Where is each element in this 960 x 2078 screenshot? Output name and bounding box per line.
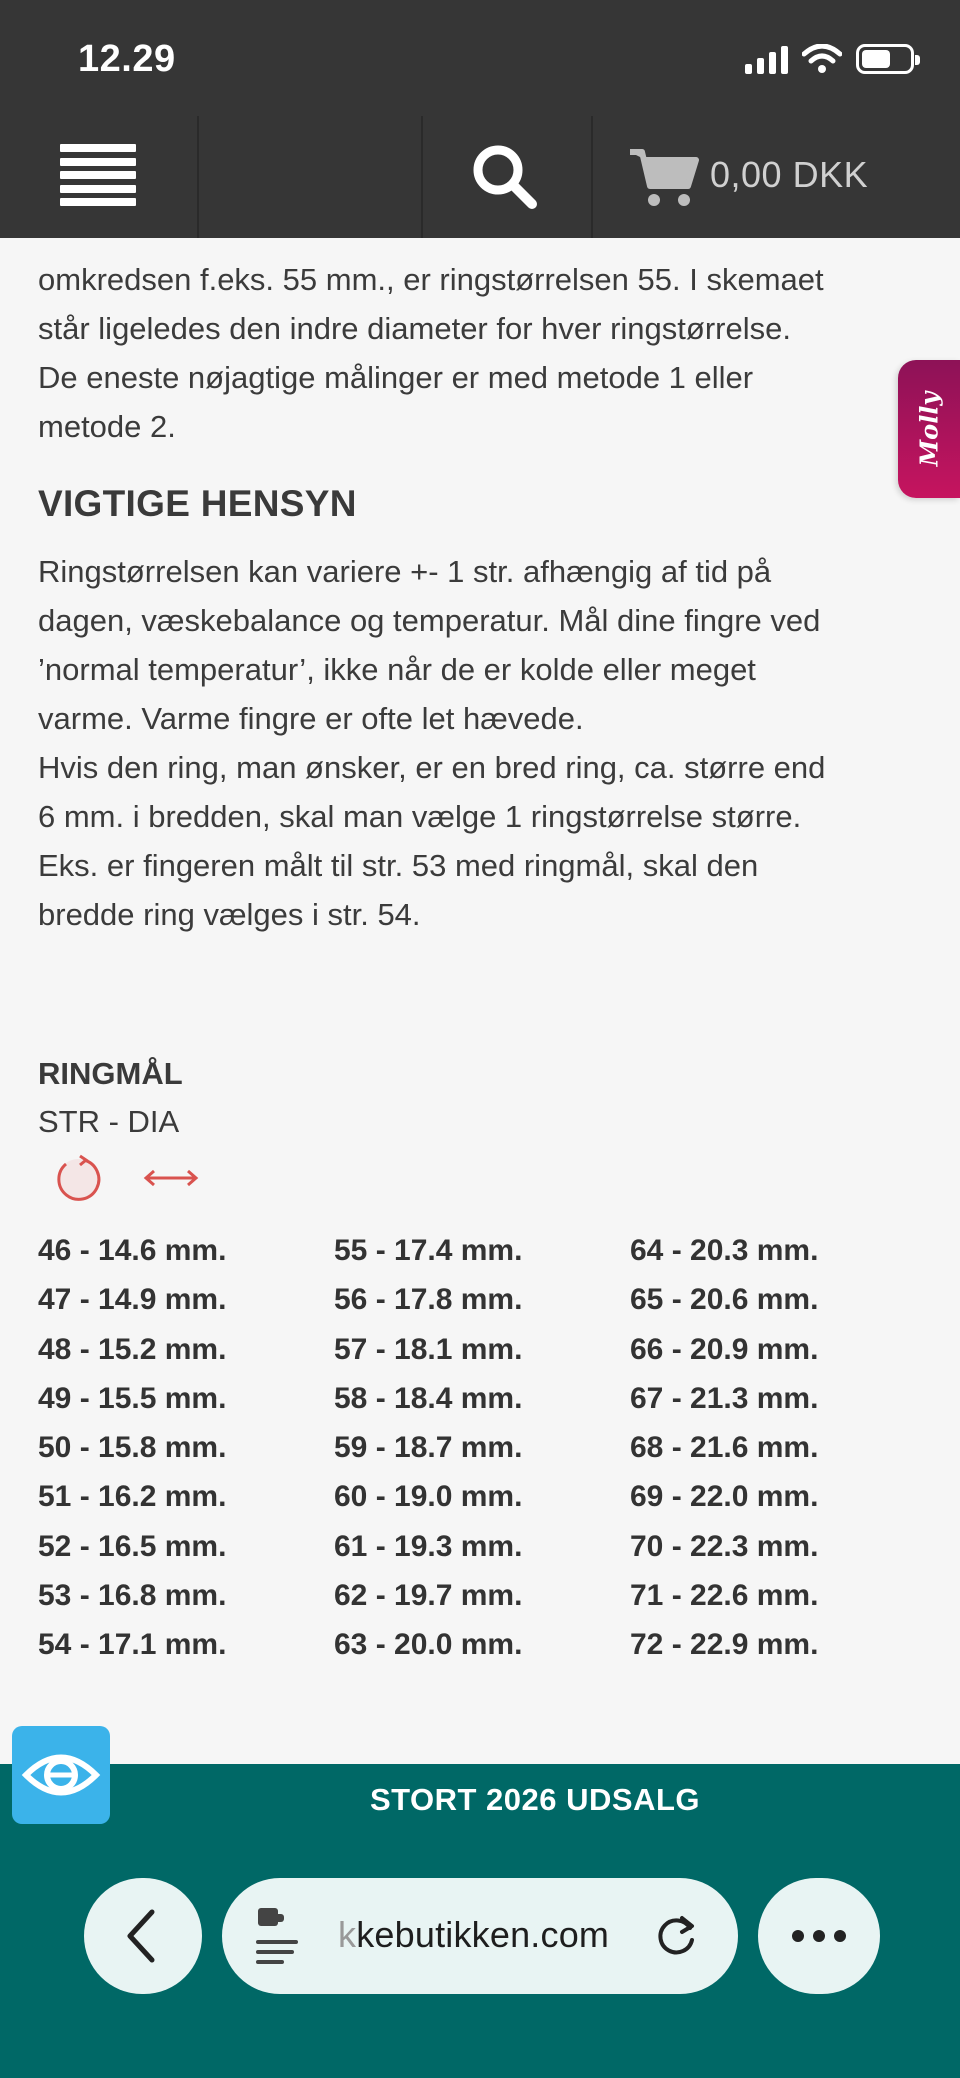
size-entry: 70 - 22.3 mm.	[630, 1529, 819, 1563]
ring-size-table	[38, 1226, 926, 1670]
size-entry: 54 - 17.1 mm.	[38, 1628, 227, 1662]
size-column	[38, 1226, 334, 1670]
status-icons	[745, 44, 914, 74]
more-dots-icon	[758, 1878, 880, 1994]
nav-divider	[421, 116, 423, 238]
url-domain: kebutikken.com	[356, 1914, 610, 1955]
chevron-left-icon	[84, 1878, 202, 1994]
ring-sizes-subheading: STR - DIA	[38, 1104, 180, 1139]
size-entry: 69 - 22.0 mm.	[630, 1480, 819, 1514]
accessibility-button[interactable]	[12, 1726, 110, 1824]
size-entry: 46 - 14.6 mm.	[38, 1234, 227, 1267]
size-entry: 58 - 18.4 mm.	[334, 1381, 523, 1415]
size-entry: 48 - 15.2 mm.	[38, 1332, 227, 1366]
size-entry: 57 - 18.1 mm.	[334, 1332, 523, 1366]
size-entry: 60 - 19.0 mm.	[334, 1480, 523, 1514]
cart-icon[interactable]	[628, 146, 700, 208]
article-content	[38, 238, 918, 939]
important-paragraph	[38, 547, 918, 939]
status-time: 12.29	[78, 38, 176, 80]
size-column	[630, 1226, 926, 1670]
size-entry: 61 - 19.3 mm.	[334, 1529, 523, 1563]
ring-sizes-heading: RINGMÅL	[38, 1056, 183, 1091]
url-text[interactable]	[338, 1914, 609, 1956]
size-entry: 52 - 16.5 mm.	[38, 1529, 227, 1563]
wifi-icon	[802, 44, 842, 74]
cellular-signal-icon	[745, 44, 788, 74]
size-entry: 68 - 21.6 mm.	[630, 1431, 819, 1465]
size-entry: 50 - 15.8 mm.	[38, 1431, 227, 1465]
text-line: De eneste nøjagtige målinger er med metode 1 eller	[38, 360, 754, 395]
text-line: Ringstørrelsen kan variere +- 1 str. afhængig af tid på	[38, 554, 772, 589]
menu-icon[interactable]	[60, 144, 136, 206]
intro-paragraph	[38, 255, 918, 451]
size-entry: 63 - 20.0 mm.	[334, 1628, 523, 1662]
size-entry: 64 - 20.3 mm.	[630, 1234, 819, 1267]
text-line: 6 mm. i bredden, skal man vælge 1 ringstørrelse større.	[38, 799, 802, 834]
cart-total[interactable]: 0,00 DKK	[710, 154, 869, 195]
ring-size-icons	[50, 1152, 200, 1204]
circumference-icon	[50, 1152, 106, 1204]
reload-icon[interactable]	[650, 1910, 702, 1962]
text-line: ’normal temperatur’, ikke når de er kolde eller meget	[38, 652, 756, 687]
eye-icon	[12, 1726, 110, 1824]
molly-label: Molly	[914, 391, 944, 467]
more-options-button[interactable]	[758, 1878, 880, 1994]
text-line: Hvis den ring, man ønsker, er en bred ring, ca. større end	[38, 750, 826, 785]
size-column	[334, 1226, 630, 1670]
size-entry: 49 - 15.5 mm.	[38, 1381, 227, 1415]
search-icon[interactable]	[468, 140, 540, 212]
top-header	[0, 0, 960, 238]
size-entry: 51 - 16.2 mm.	[38, 1480, 227, 1514]
size-entry: 66 - 20.9 mm.	[630, 1332, 819, 1366]
text-line: bredde ring vælges i str. 54.	[38, 897, 421, 932]
back-button[interactable]	[84, 1878, 202, 1994]
sale-banner[interactable]: STORT 2026 UDSALG	[369, 1782, 701, 1817]
url-prefix: k	[338, 1914, 357, 1955]
section-heading: VIGTIGE HENSYN	[38, 483, 357, 524]
size-entry: 65 - 20.6 mm.	[630, 1283, 819, 1317]
size-entry: 56 - 17.8 mm.	[334, 1283, 523, 1317]
size-entry: 67 - 21.3 mm.	[630, 1381, 819, 1415]
size-entry: 53 - 16.8 mm.	[38, 1579, 227, 1613]
size-entry: 62 - 19.7 mm.	[334, 1579, 523, 1613]
text-line: omkredsen f.eks. 55 mm., er ringstørrelsen 55. I skemaet	[38, 262, 824, 297]
text-line: metode 2.	[38, 409, 176, 444]
text-line: dagen, væskebalance og temperatur. Mål dine fingre ved	[38, 603, 821, 638]
site-nav	[0, 116, 960, 238]
text-line: varme. Varme fingre er ofte let hævede.	[38, 701, 584, 736]
size-entry: 72 - 22.9 mm.	[630, 1628, 819, 1662]
reader-mode-icon	[252, 1902, 316, 1970]
text-line: Eks. er fingeren målt til str. 53 med ringmål, skal den	[38, 848, 759, 883]
address-bar[interactable]	[222, 1878, 738, 1994]
size-entry: 71 - 22.6 mm.	[630, 1579, 819, 1613]
molly-chat-tab[interactable]	[898, 360, 960, 498]
size-entry: 47 - 14.9 mm.	[38, 1283, 227, 1317]
text-line: står ligeledes den indre diameter for hver ringstørrelse.	[38, 311, 791, 346]
size-entry: 55 - 17.4 mm.	[334, 1234, 523, 1267]
size-entry: 59 - 18.7 mm.	[334, 1431, 523, 1465]
battery-icon	[856, 44, 914, 74]
nav-divider	[591, 116, 593, 238]
diameter-arrow-icon	[142, 1167, 200, 1189]
nav-divider	[197, 116, 199, 238]
